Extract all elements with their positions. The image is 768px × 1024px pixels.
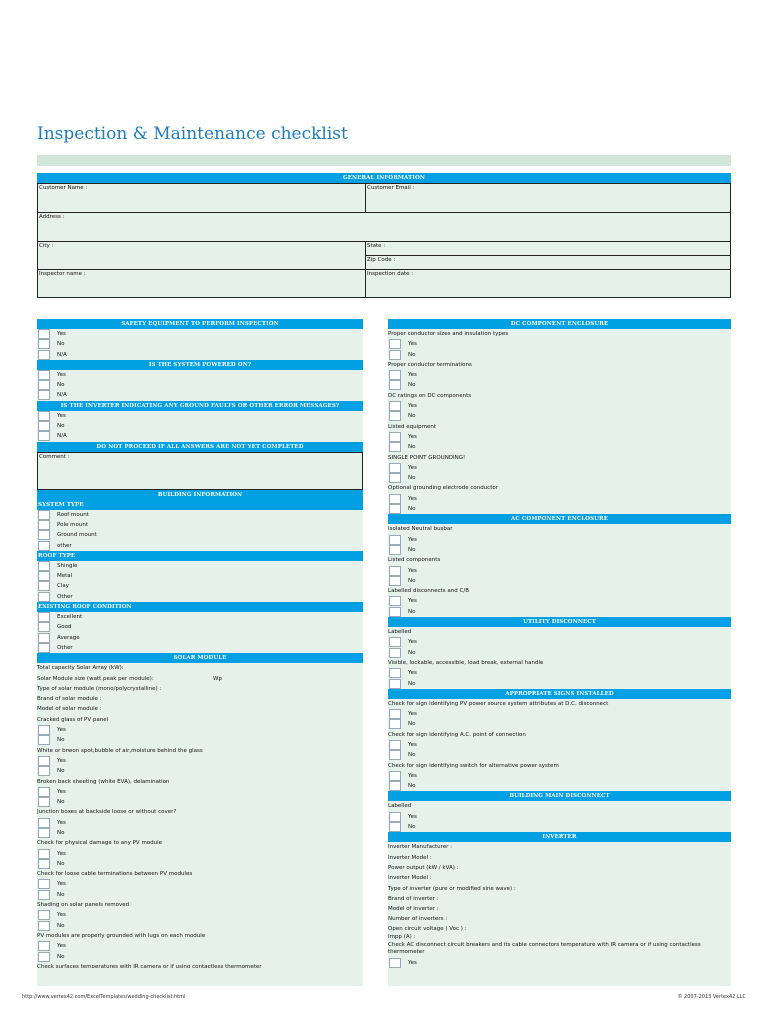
checkbox[interactable]	[38, 849, 50, 859]
inverter-field[interactable]: Type of inverter (pure or modified sine wave) :	[388, 885, 516, 892]
footer-url[interactable]: http://www.vertex42.com/ExcelTemplates/wedding-checklist.html	[22, 994, 186, 1000]
question-label: Listed equipment	[388, 423, 437, 430]
option-label: Yes	[57, 788, 66, 795]
option-label: No	[408, 783, 416, 790]
state-field[interactable]: State :	[366, 242, 731, 256]
checkbox[interactable]	[389, 411, 401, 421]
option-label: Yes	[408, 670, 417, 677]
checkbox[interactable]	[38, 797, 50, 807]
question-label: Check for sign identifying switch for alternative power system	[388, 762, 559, 769]
option-label: No	[408, 444, 416, 451]
module-size-field[interactable]	[37, 674, 363, 684]
option-label: No	[408, 382, 416, 389]
option-label: No	[57, 423, 65, 430]
checkbox[interactable]	[389, 771, 401, 781]
inspection-date-field[interactable]: Inspection date :	[366, 270, 731, 298]
checkbox[interactable]	[389, 596, 401, 606]
option-label: No	[408, 546, 416, 553]
checkbox[interactable]	[389, 432, 401, 442]
checkbox[interactable]	[389, 535, 401, 545]
option-label: N/A	[57, 433, 67, 440]
checkbox[interactable]	[389, 822, 401, 832]
wp-unit: Wp	[213, 675, 222, 682]
checkbox-row	[37, 421, 363, 431]
customer-email-field[interactable]: Customer Email :	[366, 184, 731, 213]
checkbox[interactable]	[389, 709, 401, 719]
checkbox[interactable]	[38, 329, 50, 339]
option-label: No	[57, 891, 65, 898]
building-main-disconnect-header: BUILDING MAIN DISCONNECT	[388, 791, 731, 801]
checkbox[interactable]	[389, 679, 401, 689]
option-label: Other	[57, 593, 73, 600]
checkbox[interactable]	[389, 339, 401, 349]
option-label: Yes	[408, 464, 417, 471]
option-label: Metal	[57, 573, 73, 580]
checkbox[interactable]	[389, 668, 401, 678]
option-label: No	[57, 799, 65, 806]
option-label: Yes	[408, 433, 417, 440]
inverter-field[interactable]: Inverter Manufacturer :	[388, 844, 453, 851]
signs-installed-header: APPROPRIATE SIGNS INSTALLED	[388, 689, 731, 699]
checkbox-row	[37, 370, 363, 380]
checkbox[interactable]	[38, 921, 50, 931]
option-label: No	[57, 860, 65, 867]
option-label: No	[57, 953, 65, 960]
option-label: No	[57, 382, 65, 389]
customer-name-field[interactable]: Customer Name :	[38, 184, 366, 213]
option-label: Yes	[408, 567, 417, 574]
checkbox[interactable]	[389, 494, 401, 504]
checkbox-row	[37, 390, 363, 400]
checkbox[interactable]	[389, 648, 401, 658]
question-label: Check for sign identifying A.C. point of connection	[388, 731, 526, 738]
option-label: Yes	[57, 850, 66, 857]
checkbox[interactable]	[38, 633, 50, 643]
option-label: other	[57, 542, 72, 549]
option-label: No	[408, 475, 416, 482]
checkbox[interactable]	[38, 879, 50, 889]
left-column	[37, 319, 363, 986]
option-label: Yes	[57, 943, 66, 950]
question-label: Cracked glass of PV panel	[37, 716, 109, 723]
general-information-header: GENERAL INFORMATION	[37, 173, 731, 183]
option-label: Clay	[57, 583, 69, 590]
checkbox[interactable]	[38, 370, 50, 380]
page-title: Inspection & Maintenance checklist	[37, 124, 348, 144]
checkbox[interactable]	[38, 725, 50, 735]
option-label: Yes	[57, 912, 66, 919]
checkbox[interactable]	[38, 421, 50, 431]
inspector-name-field[interactable]: Inspector name :	[38, 270, 366, 298]
question-label: Check for loose cable terminations between PV modules	[37, 871, 193, 878]
right-column	[388, 319, 731, 986]
option-label: No	[57, 768, 65, 775]
checkbox[interactable]	[389, 463, 401, 473]
checkbox[interactable]	[38, 787, 50, 797]
option-label: No	[408, 680, 416, 687]
general-information-table	[37, 183, 731, 298]
checkbox[interactable]	[389, 442, 401, 452]
checkbox-row	[37, 380, 363, 390]
checkbox[interactable]	[389, 637, 401, 647]
building-information-header: BUILDING INFORMATION	[37, 490, 363, 500]
checkbox[interactable]	[38, 339, 50, 349]
checkbox[interactable]	[38, 530, 50, 540]
option-label: Yes	[408, 741, 417, 748]
checkbox[interactable]	[38, 735, 50, 745]
question-label: Isolated Neutral busbar	[388, 526, 453, 533]
checkbox[interactable]	[389, 576, 401, 586]
question-label: Labelled	[388, 629, 412, 636]
proceed-header: DO NOT PROCEED IF ALL ANSWERS ARE NOT YET COMPLETED	[37, 442, 363, 452]
question-label: White or brwon spot,bubble of air,moisture behind the glass	[37, 747, 203, 754]
option-label: Yes	[408, 639, 417, 646]
checkbox[interactable]	[38, 411, 50, 421]
option-label: Yes	[408, 341, 417, 348]
model-field[interactable]: Model of solar module :	[37, 706, 102, 713]
option-label: Pole mount	[57, 521, 88, 528]
option-label: Average	[57, 634, 80, 641]
checkbox-row	[37, 350, 363, 360]
option-label: Yes	[57, 331, 66, 337]
checkbox[interactable]	[389, 750, 401, 760]
option-label: Yes	[408, 495, 417, 502]
checkbox[interactable]	[389, 401, 401, 411]
option-label: No	[408, 577, 416, 584]
comment-field[interactable]: Comment :	[37, 452, 363, 490]
checkbox[interactable]	[389, 504, 401, 514]
option-label: No	[408, 721, 416, 728]
brand-field[interactable]: Brand of solar module :	[37, 696, 102, 703]
checkbox[interactable]	[389, 370, 401, 380]
checkbox-row	[37, 431, 363, 441]
powered-header: IS THE SYSTEM POWERED ON?	[37, 360, 363, 370]
option-label: Shingle	[57, 562, 78, 569]
checkbox[interactable]	[38, 581, 50, 591]
inverter-field[interactable]: Inverter Model :	[388, 854, 432, 861]
checkbox[interactable]	[38, 828, 50, 838]
option-label: Yes	[408, 772, 417, 779]
checkbox[interactable]	[389, 350, 401, 360]
checkbox[interactable]	[38, 622, 50, 632]
option-label: Yes	[57, 757, 66, 764]
ac-component-header: AC COMPONENT ENCLOSURE	[388, 514, 731, 524]
question-label: Visible, lockable, accessible, load break, external handle	[388, 659, 544, 666]
total-capacity-field[interactable]: Total capacity Solar Array (kW):	[37, 665, 124, 672]
address-field[interactable]: Address :	[38, 213, 731, 242]
checkbox[interactable]	[389, 781, 401, 791]
footer-copyright: © 2007-2013 Vertex42 LLC	[677, 994, 746, 1000]
inverter-field[interactable]: Inverter Model :	[388, 875, 432, 882]
option-label: Roof mount	[57, 511, 89, 518]
option-label: No	[57, 737, 65, 744]
checkbox[interactable]	[38, 561, 50, 571]
checkbox[interactable]	[38, 571, 50, 581]
checkbox[interactable]	[38, 612, 50, 622]
checkbox[interactable]	[38, 890, 50, 900]
option-label: Yes	[57, 412, 66, 419]
option-label: Yes	[57, 371, 66, 378]
option-label: No	[57, 829, 65, 836]
option-label: Yes	[57, 819, 66, 826]
checkbox[interactable]	[389, 719, 401, 729]
checkbox[interactable]	[389, 566, 401, 576]
checkbox[interactable]	[38, 766, 50, 776]
checkbox[interactable]	[38, 380, 50, 390]
option-label: Yes	[57, 881, 66, 888]
question-label: Check AC disconnect circuit breakers and its cable connectors temperature with IR camera or if using contactless thermometer	[388, 941, 701, 955]
option-label: No	[408, 608, 416, 615]
question-label: SINGLE POINT GROUNDING!	[388, 454, 466, 461]
checkbox[interactable]	[38, 910, 50, 920]
checkbox[interactable]	[389, 812, 401, 822]
checkbox[interactable]	[38, 541, 50, 551]
checkbox[interactable]	[38, 756, 50, 766]
question-label: Listed components	[388, 557, 441, 564]
question-label: Labelled disconnects and C/B	[388, 588, 469, 595]
question-label: PV modules are properly grounded with lugs on each module	[37, 932, 206, 939]
checkbox[interactable]	[38, 520, 50, 530]
city-field[interactable]: City :	[38, 242, 366, 270]
option-label: Yes	[408, 372, 417, 379]
option-label: No	[408, 752, 416, 759]
option-label: No	[57, 341, 65, 348]
checkbox[interactable]	[38, 859, 50, 869]
system-type-header: SYSTEM TYPE	[37, 500, 363, 510]
option-label: No	[408, 351, 416, 358]
option-label: Yes	[408, 598, 417, 605]
option-label: Good	[57, 624, 72, 631]
option-label: Other	[57, 644, 73, 651]
option-label: Yes	[57, 727, 66, 734]
question-label: Junction boxes at backside loose or without cover?	[37, 809, 177, 816]
checkbox[interactable]	[38, 952, 50, 962]
checkbox[interactable]	[38, 431, 50, 441]
checkbox-row	[37, 411, 363, 421]
checkbox-row	[37, 329, 363, 339]
checkbox[interactable]	[38, 592, 50, 602]
fault-header: IS THE INVERTER INDICATING ANY GROUND FAULTS OR OTHER ERROR MESSAGES?	[37, 401, 363, 411]
option-label: Yes	[408, 813, 417, 820]
inverter-field[interactable]: Open circuit voltage ( Voc ) :	[388, 925, 467, 932]
question-label: Labelled	[388, 803, 412, 810]
question-label: DC ratings on DC components	[388, 392, 472, 399]
checkbox[interactable]	[38, 350, 50, 360]
inverter-header: INVERTER	[388, 832, 731, 842]
inverter-field[interactable]: Power output (kW / kVA) :	[388, 864, 459, 871]
option-label: Excellent	[57, 614, 83, 621]
option-label: Yes	[408, 536, 417, 543]
checkbox[interactable]	[38, 643, 50, 653]
question-label: Broken back sheeting (white EVA), delamination	[37, 778, 170, 785]
option-label: No	[408, 506, 416, 513]
inverter-field[interactable]: Number of inverters :	[388, 916, 448, 923]
zip-field[interactable]: Zip Code :	[366, 256, 731, 270]
option-label: Yes	[408, 711, 417, 718]
option-label: No	[408, 824, 416, 831]
question-label: Check for sign identifying PV power source system attributes at D.C. disconnect	[388, 700, 609, 707]
inverter-field[interactable]: Model of inverter :	[388, 906, 439, 913]
checkbox[interactable]	[38, 818, 50, 828]
question-label: Check surfaces temperatures with IR camera or if using contactless thermometer	[37, 963, 262, 968]
safety-header: SAFETY EQUIPMENT TO PERFORM INSPECTION	[37, 319, 363, 329]
checkbox[interactable]	[38, 510, 50, 520]
option-label: N/A	[57, 351, 67, 358]
option-label: Yes	[408, 959, 417, 966]
checkbox[interactable]	[389, 740, 401, 750]
inverter-field[interactable]: Impp (A) :	[388, 933, 416, 940]
general-information-section	[37, 173, 731, 298]
title-divider	[37, 155, 731, 166]
option-label: No	[408, 413, 416, 420]
roof-type-header: ROOF TYPE	[37, 551, 363, 561]
question-label: Proper conductor terminations	[388, 361, 472, 368]
module-type-field[interactable]: Type of solar module (mono/polycrystalline) :	[37, 685, 162, 692]
utility-disconnect-header: UTILITY DISCONNECT	[388, 617, 731, 627]
option-label: No	[408, 649, 416, 656]
roof-condition-header: EXISTING ROOF CONDITION	[37, 602, 363, 612]
checkbox[interactable]	[389, 958, 401, 968]
checkbox[interactable]	[38, 941, 50, 951]
question-label: Proper conductor sizes and insulation types	[388, 331, 509, 337]
option-label: Ground mount	[57, 532, 97, 539]
checkbox[interactable]	[38, 390, 50, 400]
option-label: N/A	[57, 392, 67, 399]
question-label: Optional grounding electrode conductor	[388, 485, 498, 492]
solar-module-header: SOLAR MODULE	[37, 653, 363, 663]
inverter-field[interactable]: Brand of inverter :	[388, 895, 439, 902]
question-label: Shading on solar panels removed	[37, 902, 130, 909]
checkbox[interactable]	[389, 607, 401, 617]
dc-component-header: DC COMPONENT ENCLOSURE	[388, 319, 731, 329]
option-label: No	[57, 922, 65, 929]
field-label: Solar Module size (watt peak per module):	[37, 675, 154, 682]
checkbox-row	[37, 339, 363, 349]
checkbox[interactable]	[389, 473, 401, 483]
question-label: Check for physical damage to any PV module	[37, 840, 163, 847]
checkbox[interactable]	[389, 545, 401, 555]
checkbox[interactable]	[389, 380, 401, 390]
option-label: Yes	[408, 403, 417, 410]
